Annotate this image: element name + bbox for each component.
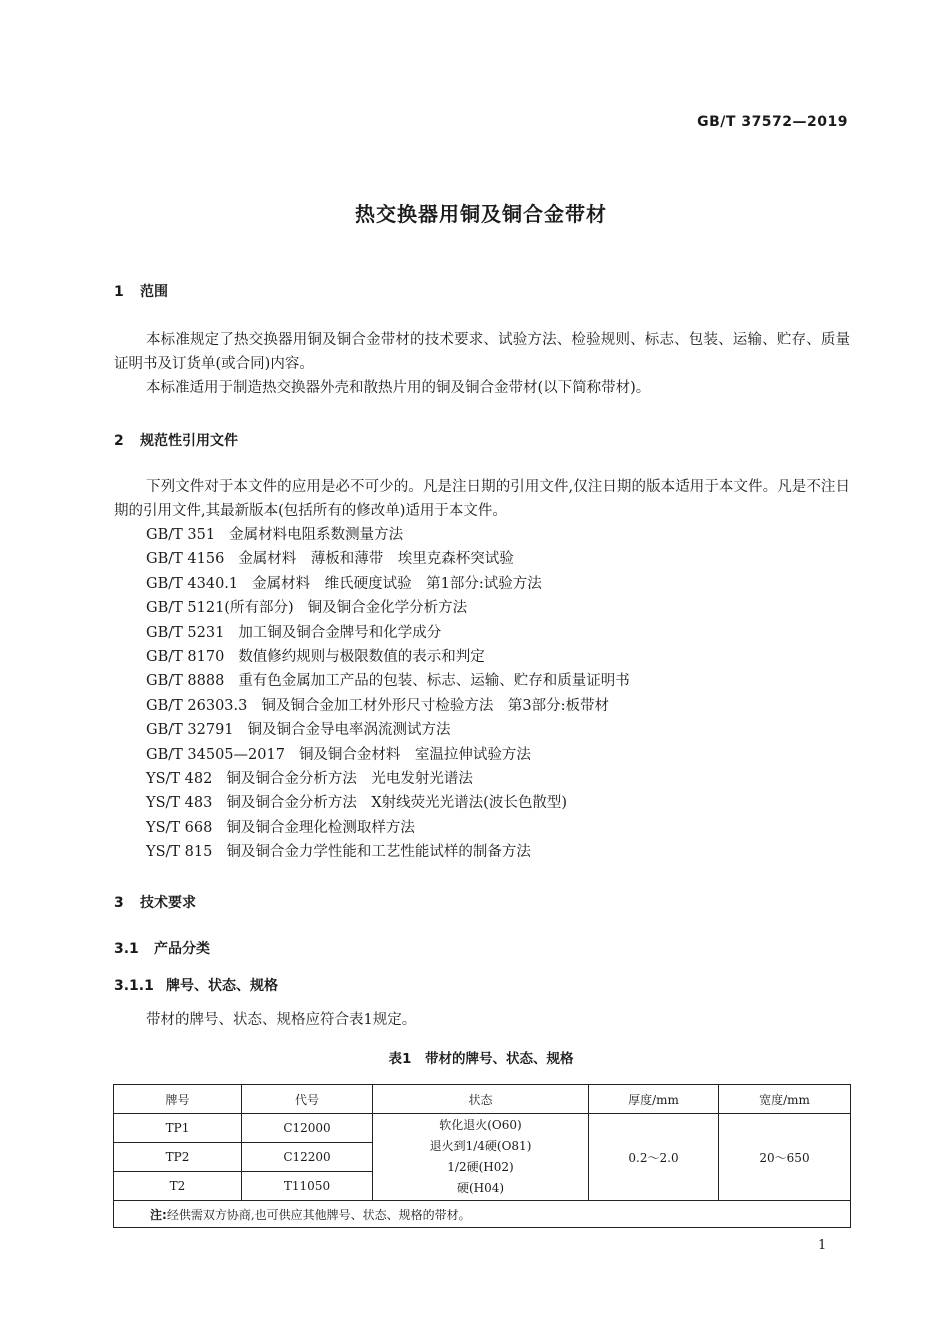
code-cell: T11050 [242,1172,373,1201]
standard-number: GB/T 37572—2019 [697,114,848,130]
paragraph: 本标准适用于制造热交换器外壳和散热片用的铜及铜合金带材(以下简称带材)。 [146,380,651,396]
section-title: 产品分类 [154,941,210,957]
reference-title: 金属材料电阻系数测量方法 [229,527,404,543]
reference-code: GB/T 26303.3 [146,697,248,714]
header-grade: 牌号 [114,1085,242,1114]
reference-item [146,767,630,791]
code-cell: C12000 [242,1114,373,1143]
header-state: 状态 [373,1085,589,1114]
section-1-body [114,328,850,400]
reference-code: GB/T 5121(所有部分) [146,600,294,617]
reference-item [146,547,630,571]
page-number: 1 [818,1238,827,1253]
section-number: 2 [114,433,124,449]
reference-code: YS/T 483 [146,795,213,812]
reference-title: 金属材料 薄板和薄带 埃里克森杯突试验 [238,551,514,568]
table-row [114,1114,851,1143]
reference-code: GB/T 351 [146,527,216,543]
reference-code: GB/T 4340.1 [146,575,239,592]
state-item: 1/2硬(H02) [447,1160,514,1174]
reference-title: 铜及铜合金分析方法 光电发射光谱法 [226,771,473,788]
reference-title: 金属材料 维氏硬度试验 第1部分:试验方法 [252,575,542,592]
reference-item [146,816,630,840]
subsection-3-1-heading [114,938,210,958]
state-item: 软化退火(O60) [439,1118,522,1132]
grade-cell: T2 [114,1172,242,1201]
section-2-heading [114,430,238,450]
paragraph: 本标准规定了热交换器用铜及铜合金带材的技术要求、试验方法、检验规则、标志、包装、运输、贮存、质量证明书及订货单(或合同)内容。 [114,332,850,372]
table-note [114,1201,851,1228]
section-3-body [114,1008,850,1032]
code-cell: C12200 [242,1143,373,1172]
reference-item [146,718,630,742]
reference-code: YS/T 815 [146,844,213,861]
reference-code: GB/T 32791 [146,722,234,739]
grade-cell: TP1 [114,1114,242,1143]
section-number: 3.1.1 [114,978,154,994]
section-number: 3 [114,895,124,911]
width-cell: 20～650 [719,1114,851,1201]
section-title: 范围 [140,284,168,300]
reference-title: 铜及铜合金分析方法 X射线荧光光谱法(波长色散型) [226,795,567,812]
reference-item [146,572,630,596]
section-1-heading [114,281,168,301]
state-item: 硬(H04) [456,1181,505,1195]
note-text: 经供需双方协商,也可供应其他牌号、状态、规格的带材。 [166,1207,471,1222]
reference-title: 数值修约规则与极限数值的表示和判定 [238,649,485,666]
reference-code: YS/T 668 [146,819,213,836]
reference-title: 铜及铜合金理化检测取样方法 [226,819,415,836]
grade-cell: TP2 [114,1143,242,1172]
header-thickness: 厚度/mm [589,1085,719,1114]
thickness-cell: 0.2～2.0 [589,1114,719,1201]
reference-item [146,621,630,645]
reference-title: 加工铜及铜合金牌号和化学成分 [238,624,442,641]
table-caption: 表1 带材的牌号、状态、规格 [388,1051,574,1067]
section-number: 1 [114,284,124,300]
reference-code: GB/T 8888 [146,673,225,690]
section-3-heading [114,892,196,912]
subsection-3-1-1-heading [114,975,278,995]
note-label: 注: [150,1207,167,1222]
section-title: 规范性引用文件 [140,433,238,449]
state-item: 退火到1/4硬(O81) [429,1139,532,1153]
reference-item [146,596,630,620]
document-title: 热交换器用铜及铜合金带材 [355,202,607,226]
table-header-row [114,1085,851,1114]
header-code: 代号 [242,1085,373,1114]
reference-item [146,840,630,864]
section-number: 3.1 [114,941,139,957]
section-title: 技术要求 [140,895,196,911]
header-width: 宽度/mm [719,1085,851,1114]
state-cell [373,1114,589,1201]
paragraph: 带材的牌号、状态、规格应符合表1规定。 [146,1012,417,1028]
reference-item [146,743,630,767]
reference-title: 铜及铜合金导电率涡流测试方法 [247,722,451,739]
section-2-intro [114,475,850,523]
reference-code: GB/T 4156 [146,551,225,568]
reference-title: 铜及铜合金力学性能和工艺性能试样的制备方法 [226,844,531,861]
grade-state-spec-table [113,1084,851,1228]
reference-code: YS/T 482 [146,771,213,788]
reference-item [146,791,630,815]
reference-title: 铜及铜合金化学分析方法 [307,600,468,617]
reference-item [146,645,630,669]
reference-item [146,694,630,718]
normative-reference-list [146,523,630,865]
paragraph: 下列文件对于本文件的应用是必不可少的。凡是注日期的引用文件,仅注日期的版本适用于本文件。凡是不注日期的引用文件,其最新版本(包括所有的修改单)适用于本文件。 [114,479,850,519]
reference-title: 铜及铜合金材料 室温拉伸试验方法 [298,746,531,763]
reference-item [146,669,630,693]
reference-code: GB/T 34505—2017 [146,746,285,763]
table-note-row [114,1201,851,1228]
reference-title: 铜及铜合金加工材外形尺寸检验方法 第3部分:板带材 [261,697,609,714]
reference-code: GB/T 8170 [146,649,225,666]
reference-title: 重有色金属加工产品的包装、标志、运输、贮存和质量证明书 [238,673,630,690]
section-title: 牌号、状态、规格 [166,978,278,994]
reference-code: GB/T 5231 [146,624,225,641]
reference-item [146,523,630,547]
